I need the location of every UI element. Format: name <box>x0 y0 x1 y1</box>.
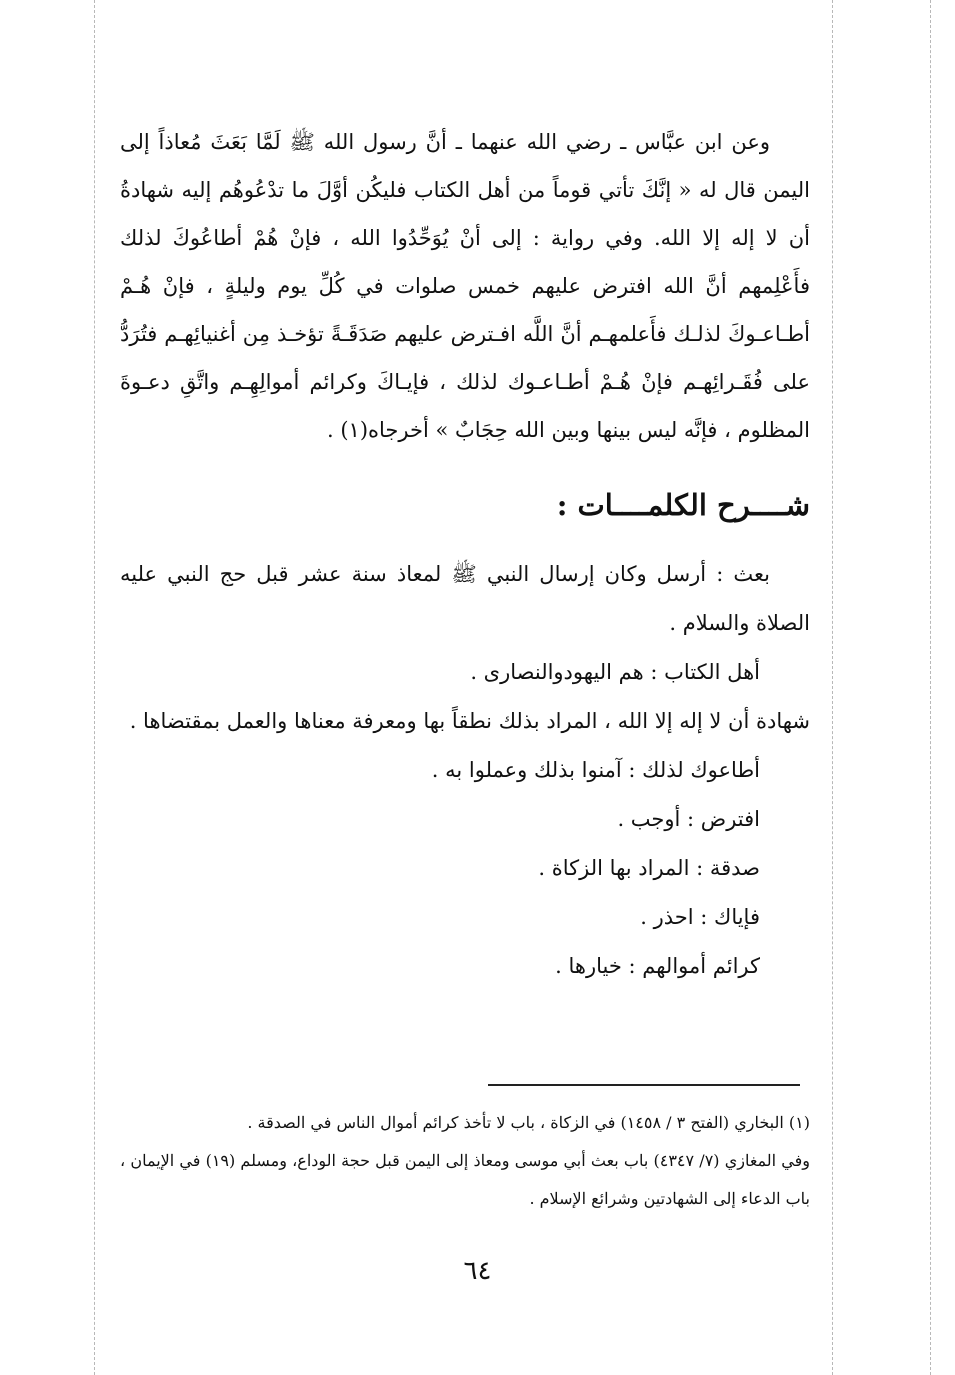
glossary-entry: أطاعوك لذلك : آمنوا بذلك وعملوا به . <box>431 758 760 782</box>
glossary-entry: أهل الكتاب : هم اليهودوالنصارى . <box>470 660 760 684</box>
glossary-entry: شهادة أن لا إله إلا الله ، المراد بذلك نطقاً بها ومعرفة معناها والعمل بمقتضاها . <box>129 709 810 733</box>
glossary-entry: بعث : أرسل وكان إرسال النبي ﷺ لمعاذ سنة عشر قبل حج النبي عليه الصلاة والسلام . <box>120 562 810 635</box>
footnote-separator <box>488 1084 800 1086</box>
page-body <box>120 118 810 991</box>
footnotes <box>120 1104 810 1218</box>
footnote: وفي المغازي (٧/ ٤٣٤٧) باب بعث أبي موسى ومعاذ إلى اليمن قبل حجة الوداع، ومسلم (١٩) في الإيمان ، باب الدعاء إلى الشهادتين وشرائع الإسلام . <box>120 1151 811 1208</box>
footnote: (١) البخاري (الفتح ٣ / ١٤٥٨) في الزكاة ، باب لا تأخذ كرائم أموال الناس في الصدقة . <box>247 1113 810 1132</box>
glossary-entry: صدقة : المراد بها الزكاة . <box>538 856 760 880</box>
scan-artifact-line <box>930 0 931 1375</box>
scan-artifact-line <box>832 0 833 1375</box>
glossary-entry: فإياك : احذر . <box>640 905 760 929</box>
hadith-paragraph: وعن ابن عبَّاس ـ رضي الله عنهما ـ أنَّ رسول الله ﷺ لَمَّا بَعَثَ مُعاذاً إلى اليمن قال له « إنَّكَ تأتي قوماً من أهل الكتاب فليكُن أوَّلَ ما تدْعُوهُم إليه شهادةُ أن لا إله إلا الله. وفي رواية : إلى أنْ يُوَحِّدُوا الله ، فإنْ هُمْ أطاعُوكَ لذلك فأَعْلِمهم أنَّ الله افترض عليهم خمس صلوات في كُلِّ يوم وليلةٍ ، فإنْ هُـمْ أطـاعـوكَ لذلـك فأَعلمهـم أنَّ اللَّه افـترض عليهم صَدَقَـةً تؤخـذ مِن أغنيائِهـم فتُرَدُّ على فُقَـرائِهـم فإنْ هُـمْ أطـاعـوك لذلك ، فإيـاكَ وكرائم أموالِهِـم واتَّقِ دعـوةَ المظلوم ، فإنَّه ليس بينها وبين الله حِجَابٌ » أخرجاه(١) . <box>120 130 811 442</box>
scan-artifact-line <box>94 0 95 1375</box>
glossary-entry: كرائم أموالهم : خيارها . <box>555 954 760 978</box>
glossary-entry: افترض : أوجب . <box>617 807 760 831</box>
page-number: ٦٤ <box>463 1256 492 1286</box>
section-heading: شــــرح الكلمــــات : <box>556 488 810 522</box>
